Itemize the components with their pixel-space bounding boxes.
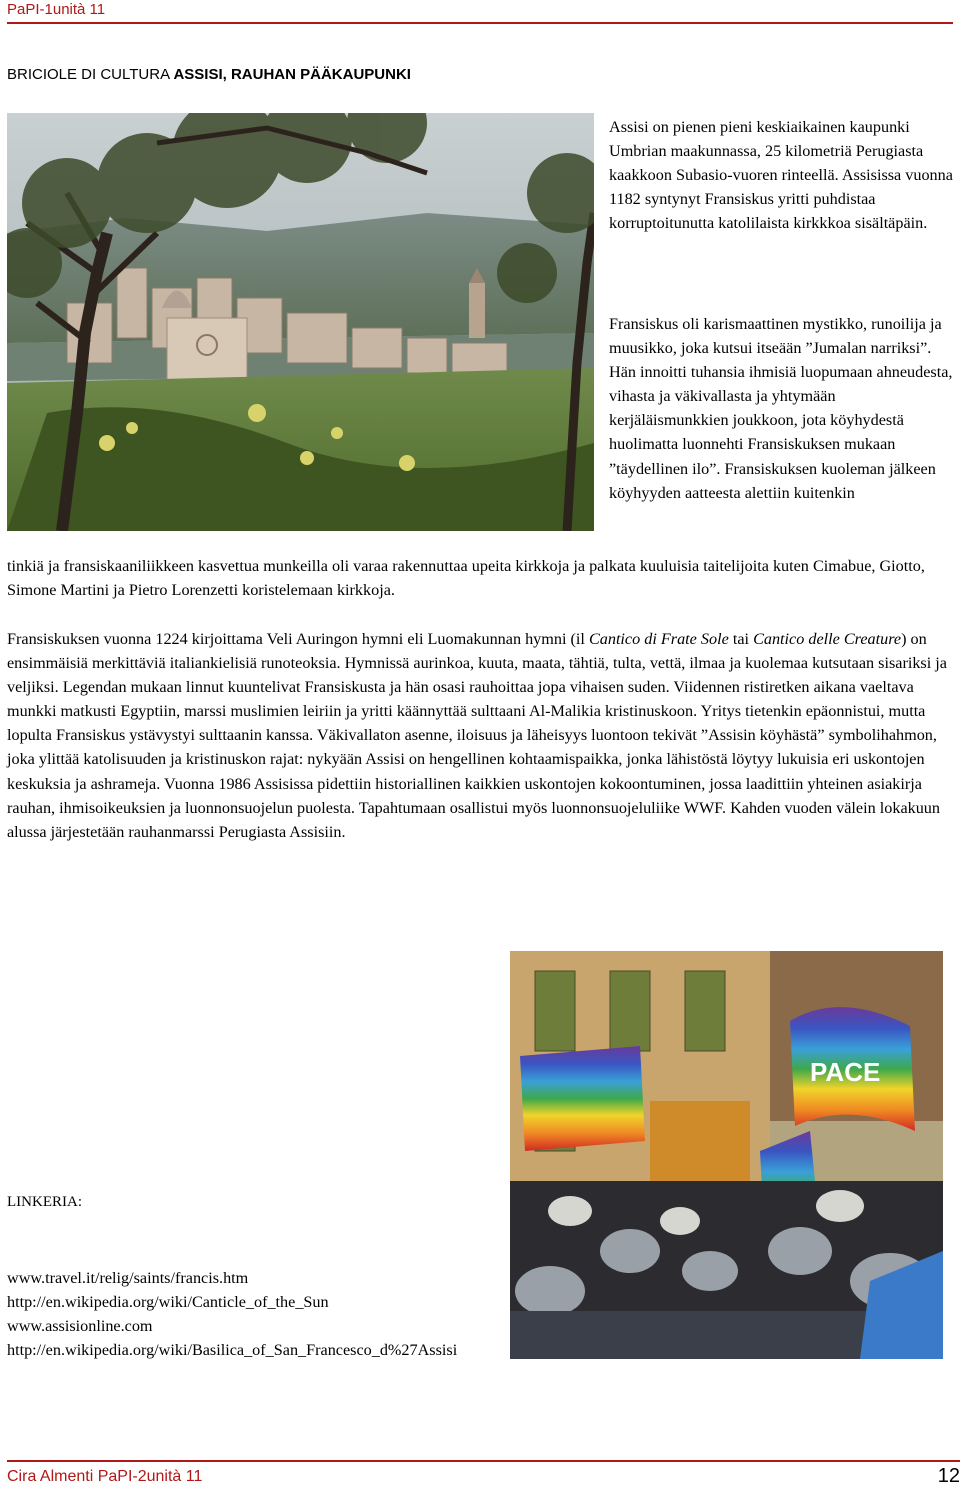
section-label: BRICIOLE DI CULTURA — [7, 66, 170, 83]
page-number: 12 — [937, 1465, 960, 1487]
page-footer — [7, 1460, 960, 1491]
francis-paragraph: Fransiskus oli karismaattinen mystikko, runoilija ja muusikko, joka kutsui itseään ”Jumalan narriksi”. Hän innoitti tuhansia ihmisiä luopumaan ahneudesta, vihasta ja väkivallasta ja yhtymään kerjäläismunkkien joukkoon, jota köyhydestä huolimatta luonnehti Fransiskuksen mukaan ”täydellinen ilo”. Fransiskuksen kuoleman jälkeen köyhyyden aatteesta alettiin kuitenkin — [609, 315, 953, 502]
canticle-title-2: Cantico delle Creature — [753, 630, 902, 648]
link-canticle-wiki[interactable]: http://en.wikipedia.org/wiki/Canticle_of_the_Sun — [7, 1293, 329, 1311]
link-basilica-wiki[interactable]: http://en.wikipedia.org/wiki/Basilica_of_San_Francesco_d%27Assisi — [7, 1341, 458, 1359]
links-label: LINKERIA: — [7, 1194, 82, 1210]
link-travel[interactable]: www.travel.it/relig/saints/francis.htm — [7, 1269, 249, 1287]
section-heading: ASSISI, RAUHAN PÄÄKAUPUNKI — [173, 66, 411, 83]
intro-paragraph: Assisi on pienen pieni keskiaikainen kaupunki Umbrian maakunnassa, 25 kilometriä Perugiasta kaakkoon Subasio-vuoren rinteellä. Assisissa vuonna 1182 syntynyt Fransiskus yritti puhdistaa korruptoitunutta katolilaista kirkkkoa sisältäpäin. — [609, 118, 953, 233]
link-assisionline[interactable]: www.assisionline.com — [7, 1317, 153, 1335]
links-list — [7, 1266, 457, 1362]
canticle-text-b: tai — [728, 630, 754, 648]
peace-march-photo — [510, 951, 943, 1359]
canticle-paragraph — [7, 627, 952, 844]
assisi-landscape-photo — [7, 113, 594, 531]
page-header — [7, 0, 953, 24]
flag-text: PACE — [810, 1057, 881, 1087]
footer-author: Cira Almenti PaPI-2unità 11 — [7, 1468, 203, 1485]
canticle-text-a: Fransiskuksen vuonna 1224 kirjoittama Veli Auringon hymni eli Luomakunnan hymni (il — [7, 630, 589, 648]
canticle-title-1: Cantico di Frate Sole — [588, 630, 729, 648]
section-title — [7, 66, 411, 83]
header-title: PaPI-1unità 11 — [7, 1, 106, 18]
francis-paragraph-continued: tinkiä ja fransiskaaniliikkeen kasvettua munkeilla oli varaa rakennuttaa upeita kirkkoja ja palkata kuuluisia taitelijoita kuten Cimabue, Giotto, Simone Martini ja Pietro Lorenzetti koristelemaan kirkkoja. — [7, 557, 925, 600]
canticle-text-c: ) on ensimmäisiä merkittäviä italiankielisiä runoteoksia. Hymnissä aurinkoa, kuuta, maata, tähtiä, tulta, vettä, ilmaa ja kuolemaa kutsutaan sisariksi ja veljiksi. Legendan mukaan linnut kuuntelivat Fransiskusta ja hän osasi rauhoittaa jopa vihaisen suden. Viidennen ristiretken aikana vaeltava munkki matkusti Egyptiin, marssi muslimien leiriin ja yritti käännyttää sulttaani Al-Malikia kristinuskoon. Yritys tietenkin epäonnistui, mutta lopulta Fransiskus ystävystyi sulttaanin kanssa. Väkivallaton asenne, iloisuus ja läheisyys luontoon tekivät ”Assisin köyhästä” symbolihahmon, joka ylittää katolisuuden ja kristinuskon rajat: nykyään Assisi on hengellinen kohtaamispaikka, jonka lähistöstä löytyy lukuisia eri uskontojen keskuksia ja ashrameja. Vuonna 1986 Assisissa pidettiin historiallinen kaikkien uskontojen kokoontuminen, jossa laadittiin yhteinen asiakirja rauhan, ihmisoikeuksien ja luonnonsuojelun puolesta. Tapahtumaan osallistui myös luonnonsuojeluliike WWF. Kahden vuoden välein lokakuun alussa järjestetään rauhanmarssi Perugiasta Assisiin. — [7, 630, 947, 841]
